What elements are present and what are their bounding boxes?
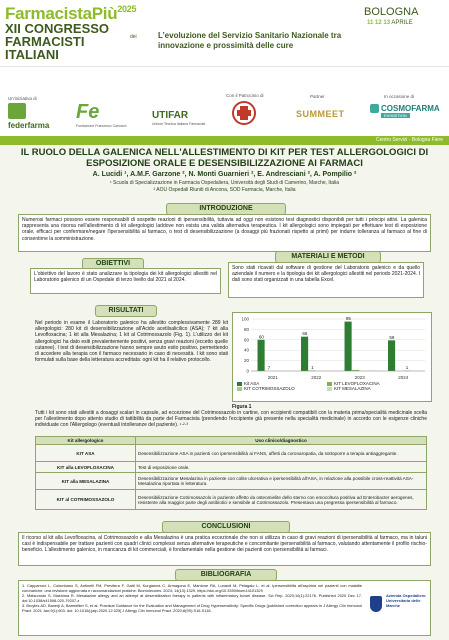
congress-dates: 11 12 13 APRILE [367, 20, 413, 26]
utifar-logo: UTIFAR [152, 110, 189, 121]
data-label: 1 [405, 364, 409, 370]
bibliography-item: 1. Capparroni L, Colombano S, Antinelli FM, Previtera F, Gatti M, Kurgianna C, Armagona E, Mantone RA, Lunardi M, Pelagalo L, et al. Ipersensibilità all'aspirina nei pazienti con malattie coronariche: una revisione aggiornata e raccomandazioni pratiche. Biomolecules. 2024; 14(10):1329. https://doi.org/10.3390/biom14101329 [22, 583, 362, 593]
y-tick-label: 40 [243, 347, 249, 353]
conclusions-text: Il ricorso al kit alla Levofloxacina, al Cotrimossazolo e alla Mesalazina è una pratica eccezionale che non si utilizza in caso di gravi reazioni di ipersensibilità al farmaco, ma in taluni casi è indispensabile per trattare pazienti con quadri clinici complessi senza alternative terapeutiche e concomitante ipersensibilità al farmaco, valutando attentamente il profilo rischio-beneficio. L'allestimento galenico, in mancanza di kit commerciali, è fondamentale nella gestione dei pazienti con ipersensibilità ai farmaci. [18, 532, 431, 566]
x-tick-label: 2022 [311, 375, 322, 380]
fe-subtitle: Fondazione Francesco Cannavò [76, 124, 127, 128]
intro-text: Numerosi farmaci possono essere responsabili di sospette reazioni di ipersensibilità, tuttavia ad oggi non esistono test diagnostici disponibili per tutti i principi attivi. La galenica rappresenta una risorsa nell'allestimento di kit allergologici laddove non esista una valida alternativa terapeutica. I kit allergologici sono impiegati per effettuare test di esposizione orale, efficaci per confermare/negare l'ipersensibilità al farmaco, o test di desensibilizzazione (a dosaggi più frazionati rispetto ai primi) per indurre tolleranza al farmaco al fine di consentirne la somministrazione. [18, 214, 431, 252]
federfarma-logo: federfarma [8, 121, 50, 130]
bar [388, 340, 395, 371]
kit-use-cell: Desensibilizzazione Mesalazina in paziente con colite ulcerativa e ipersensibilità all'ASA, in relazione alla possibile cross-reattività ASA-Mesalazina riportata in letteratura. [136, 473, 427, 490]
data-label: 95 [345, 316, 351, 322]
poster-authors: A. Lucidi ¹, A.M.F. Garzone ², N. Monti Guarnieri ², E. Andresciani ², A. Pompilio ² [92, 171, 357, 178]
results-chart-frame [232, 312, 432, 402]
kit-name-cell: KIT al COTRIMOSSAZOLO [36, 490, 136, 510]
federfarma-icon [8, 103, 26, 119]
legend-item-cotrimossazolo: KIT COTRIMOSSAZOLO [237, 386, 327, 391]
table-row [36, 445, 427, 462]
occasion-label: In occasione di [384, 94, 415, 99]
results-header: RISULTATI [95, 305, 157, 317]
data-label: 59 [389, 334, 395, 340]
y-tick-label: 0 [246, 368, 249, 374]
objectives-text: L'obiettivo del lavoro è stato analizzare la tipologia dei kit allergologici allestiti nel Laboratorio galenico di un Ospedale di terzo livello dal 2021 al 2024. [30, 268, 221, 294]
y-tick-label: 60 [243, 337, 249, 343]
kit-table [35, 436, 427, 510]
venue-text: Centro Servizi - Bologna Fiere [376, 137, 443, 143]
data-label: 1 [311, 364, 314, 370]
data-label: 7 [267, 365, 271, 371]
poster-affiliations: ¹ Scuola di Specializzazione in Farmacia Ospedaliera, Università degli Studi di Camerino, Marche, Italia ² AOU Ospedali Riuniti di Ancona, SOD Farmacia, Marche, Italia [110, 180, 339, 193]
sponsor-strip [0, 66, 449, 137]
utifar-subtitle: Unione Tecnica Italiana Farmacisti [152, 122, 206, 126]
data-label: 60 [258, 334, 264, 340]
table-row [36, 462, 427, 473]
chart-caption: Figura 1 [232, 404, 252, 410]
bibliography-header: BIBLIOGRAFIA [175, 569, 277, 581]
congress-city: BOLOGNA [364, 6, 419, 18]
brand-logo: FarmacistaPiù$^{2025}$ [5, 4, 137, 23]
cosmofarma-icon [370, 104, 379, 113]
table-row [36, 490, 427, 510]
congress-dei: dei [130, 34, 137, 40]
kit-name-cell: KIT alla LEVOFLOXACINA [36, 462, 136, 473]
legend-swatch-cotrimossazolo [237, 387, 242, 391]
results-bar-chart [233, 313, 431, 383]
methods-text: Sono stati ricavati dal software di gestione del Laboratorio galenico e da quello aziendale il numero e la tipologia dei kit allergologici allestiti nel periodo 2021-2024. I dati sono stati organizzati in una tabella Excel. [228, 262, 424, 298]
kit-use-cell: Test di esposizione orale. [136, 462, 427, 473]
intro-header: INTRODUZIONE [166, 203, 286, 215]
congress-tagline: L’evoluzione del Servizio Sanitario Nazionale tra innovazione e prossimità delle cure [158, 31, 342, 50]
cosmofarma-logo: COSMOFARMA [381, 104, 440, 113]
kit-table-header-use: Uso clinico/diagnostico [136, 437, 427, 445]
y-tick-label: 80 [243, 326, 249, 332]
bibliography-item: 2. Matsumoto S, Mashima R. Mesalazine allergy and an attempt at desensitization therapy in patients with inflammatory bowel disease. Sci Rep. 2020;10(1):22176. Published 2020 Dec 17. doi:10.1038/s41598-020-79207-z [22, 593, 362, 603]
poster-title: IL RUOLO DELLA GALENICA NELL'ALLESTIMENTO DI KIT PER TEST ALLERGOLOGICI DI ESPOSIZIONE ORALE E DESENSIBILIZZAZIONE AI FARMACI [20, 147, 429, 169]
legend-item-mesalazina: KIT MESALAZINA [327, 386, 427, 391]
chart-legend [237, 381, 429, 391]
x-tick-label: 2024 [398, 375, 409, 380]
x-tick-label: 2021 [267, 375, 278, 380]
kit-table-header-kit: Kit allergologico [36, 437, 136, 445]
results-text: Nel periodo in esame il Laboratorio galenico ha allestito complessivamente 289 kit allergologici: 280 kit di desensibilizzazione all'Acido acetilsalicilico (ASA); 7 kit alla Levofloxacina; 1 kit alla Mesalazina; 1 kit al Cotrimossazolo (Fig. 1). L'utilizzo dei kit allergologici ha dato esiti prevalentemente positivi, senza gravi reazioni (eccetto quelle cutanee). I test di desensibilizzazione hanno sempre avuto esito positivo, permettendo di accedere alla terapia con il farmaco necessario in caso di necessità. I kit sono stati formulati sulla base della letteratura accreditata: ogni kit ha il relativo protocollo. [35, 320, 228, 364]
methods-header: MATERIALI E METODI [275, 251, 381, 263]
bar [301, 337, 308, 371]
y-tick-label: 100 [241, 316, 249, 322]
kit-use-cell: Desensibilizzazione ASA in pazienti con ipersensibilità ai FANS, affetti da coronaropatia, da sottoporre a terapia antiaggregante. [136, 445, 427, 462]
bar [345, 322, 352, 371]
kit-use-cell: Desensibilizzazione Cotrimossazolo in paziente affetto da osteomielite dello sterno con emocoltura positiva ad Enterobacter aerogenes, resistente alla maggior parte degli antibiotici e sensibile al Cotrimossazolo. Presentava una pregressa ipersensibilità al farmaco. [136, 490, 427, 510]
hospital-crest-icon [370, 596, 382, 612]
objectives-header: OBIETTIVI [82, 258, 144, 270]
x-tick-label: 2023 [354, 375, 365, 380]
y-tick-label: 20 [243, 358, 249, 364]
bar [258, 340, 265, 371]
venue-bar [0, 136, 449, 145]
kit-name-cell: KIT alla MESALAZINA [36, 473, 136, 490]
results-text-2: Tutti i kit sono stati allestiti a dosaggi scalari in capsule, ad eccezione del Cotrimossazolo in cartine, con eccipienti compatibili con la materia prima/specialità medicinale scelta per l'allestimento dopo attento studio di tattibilità da parte del Farmacista (prendendo l'eccipiente già presente nella specialità medicinale) in accordo con le esigenze cliniche individuate con l'Allergologo (eventuali intolleranze del paziente). ¹·²·³ [35, 410, 427, 429]
summeet-logo: SUMMEET [296, 109, 345, 119]
bibliography-item: 3. Broyles AD, Banerji A, Barmettler S, et al. Practical Guidance for the Evaluation and Management of Drug Hypersensitivity: Specific Drugs [published correction appears in J Allergy Clin Immunol Pract. 2021 Jan;9(1):603. doi: 10.1016/j.jaip.2020.12.025] J Allergy Clin Immunol Pract. 2020;8(9S):S16-S116. [22, 603, 362, 613]
legend-item-asa: Kit ASA [237, 381, 327, 386]
kit-name-cell: KIT ASA [36, 445, 136, 462]
hospital-logo-text: Azienda Ospedaliero Universitaria delle Marche [386, 593, 426, 608]
fe-logo: Fe [76, 101, 100, 123]
table-row [36, 473, 427, 490]
partner-label: Partner [310, 94, 325, 99]
initiative-label: Un'iniziativa di [8, 96, 37, 101]
congress-title: XII CONGRESSO FARMACISTI ITALIANI [5, 21, 110, 62]
legend-swatch-mesalazina [327, 387, 332, 391]
patronage-label: Con il Patrocinio di [226, 93, 264, 98]
legend-item-levofloxacina: KIT LEVOFLOXACINA [327, 381, 427, 386]
conclusions-header: CONCLUSIONI [162, 521, 290, 533]
bibliography-box [18, 580, 431, 636]
cosmofarma-subtitle: EXHIBITION [381, 113, 410, 118]
data-label: 66 [302, 331, 308, 337]
